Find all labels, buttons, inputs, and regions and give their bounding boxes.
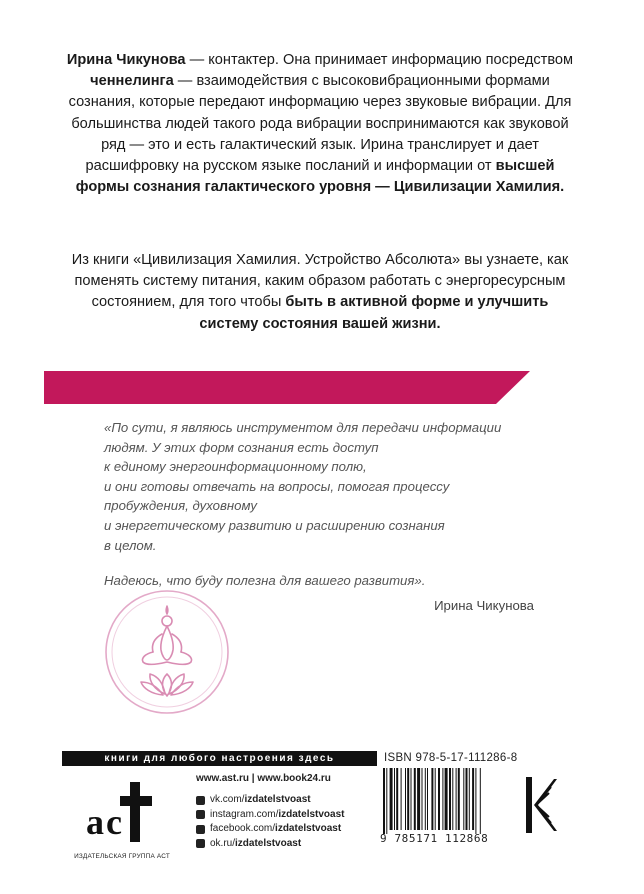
author-quote bbox=[104, 418, 544, 591]
barcode-bar bbox=[401, 768, 402, 830]
bio-highlight: высшей формы сознания галактического уровня — Цивилизации Хамилия. bbox=[75, 158, 565, 196]
barcode bbox=[381, 768, 515, 834]
barcode-bar bbox=[438, 768, 440, 830]
barcode-bar bbox=[422, 768, 423, 830]
isbn-number: ISBN 978-5-17-111286-8 bbox=[384, 752, 518, 764]
barcode-bar bbox=[405, 768, 406, 830]
meditation-lotus-icon bbox=[103, 588, 231, 716]
quote-line: в целом. bbox=[104, 537, 157, 553]
barcode-bar bbox=[458, 768, 460, 830]
barcode-bar bbox=[390, 768, 393, 830]
svg-text:c: c bbox=[106, 802, 122, 842]
barcode-bar bbox=[445, 768, 448, 830]
quote-line: пробуждения, духовному bbox=[104, 498, 257, 514]
quote-closing: Надеюсь, что буду полезна для вашего развития». bbox=[104, 573, 426, 589]
website-links[interactable]: www.ast.ru | www.book24.ru bbox=[196, 773, 331, 784]
social-link-ok[interactable]: ok.ru/ izdatelstvoast bbox=[196, 837, 345, 852]
barcode-digits: 9 785171 112868 bbox=[380, 832, 489, 845]
barcode-bar bbox=[396, 768, 398, 830]
instagram-icon bbox=[196, 810, 205, 819]
author-bio: Ирина Чикунова — контактер. Она принимает информацию посредством ченнелинга — взаимодействия с высоковибрационными формами сознания, которые передают информацию через звуковые вибрации. Для большинства людей такого рода вибрации воспринимаются как звуковой ряд — это и есть галактический язык. Ирина транслирует и дает расшифровку на русском языке посланий и информации от высшей формы сознания галактического уровня — Цивилизации Хамилия. bbox=[66, 52, 574, 196]
quote-line: людям. У этих форм сознания есть доступ bbox=[104, 439, 379, 455]
social-link-facebook[interactable]: facebook.com/ izdatelstvoast bbox=[196, 822, 345, 837]
ast-logo-icon bbox=[84, 776, 158, 850]
barcode-bar bbox=[469, 768, 470, 830]
odnoklassniki-icon bbox=[196, 839, 205, 848]
logo-caption: ИЗДАТЕЛЬСКАЯ ГРУППА АСТ bbox=[74, 853, 170, 860]
barcode-bar bbox=[456, 768, 457, 830]
barcode-bar bbox=[475, 768, 476, 834]
publisher-k-icon bbox=[524, 775, 558, 835]
social-link-vk[interactable]: vk.com/ izdatelstvoast bbox=[196, 793, 345, 808]
description-highlight: быть в активной форме и улучшить систему состояния вашей жизни. bbox=[199, 294, 549, 332]
barcode-bar bbox=[411, 768, 412, 830]
accent-band bbox=[44, 371, 530, 404]
barcode-bar bbox=[407, 768, 409, 830]
barcode-bar bbox=[472, 768, 474, 830]
facebook-icon bbox=[196, 825, 205, 834]
barcode-bar bbox=[417, 768, 420, 830]
svg-text:a: a bbox=[86, 802, 104, 842]
barcode-bar bbox=[414, 768, 416, 830]
author-name: Ирина Чикунова bbox=[66, 52, 186, 68]
quote-line: к единому энергоинформационному полю, bbox=[104, 459, 367, 475]
barcode-bar bbox=[431, 768, 433, 830]
quote-line: и они готовы отвечать на вопросы, помогая процессу bbox=[104, 478, 450, 494]
vk-icon bbox=[196, 796, 205, 805]
quote-line: «По сути, я являюсь инструментом для передачи информации bbox=[104, 420, 502, 435]
barcode-bar bbox=[383, 768, 385, 834]
barcode-bar bbox=[442, 768, 443, 830]
channeling-term: ченнелинга bbox=[90, 73, 174, 90]
tagline-banner: книги для любого настроения здесь bbox=[62, 751, 377, 766]
barcode-bar bbox=[394, 768, 395, 830]
social-links bbox=[196, 793, 345, 851]
book-description: Из книги «Цивилизация Хамилия. Устройство Абсолюта» вы узнаете, как поменять систему питания, каким образом работать с энергоресурсным состоянием, для того чтобы быть в активной форме и улучшить систему состояния вашей жизни. bbox=[71, 252, 569, 332]
barcode-bar bbox=[449, 768, 451, 830]
barcode-bar bbox=[386, 768, 387, 834]
barcode-bar bbox=[452, 768, 453, 830]
barcode-bar bbox=[427, 768, 428, 830]
social-link-instagram[interactable]: instagram.com/ izdatelstvoast bbox=[196, 808, 345, 823]
barcode-bar bbox=[425, 768, 426, 830]
barcode-bar bbox=[463, 768, 464, 830]
barcode-bar bbox=[480, 768, 481, 834]
barcode-bar bbox=[466, 768, 468, 830]
quote-line: и энергетическому развитию и расширению сознания bbox=[104, 517, 445, 533]
quote-author: Ирина Чикунова bbox=[434, 598, 534, 613]
barcode-bar bbox=[435, 768, 436, 830]
